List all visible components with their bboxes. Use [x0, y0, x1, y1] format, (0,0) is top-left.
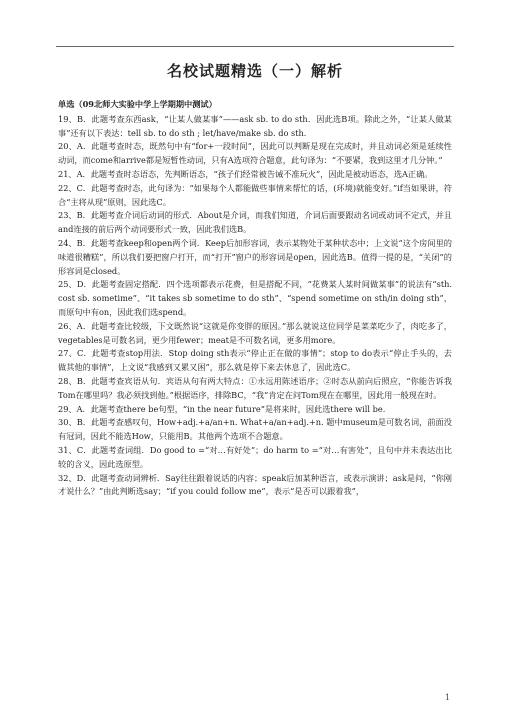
answer-item: 26、A．此题考查比较级，下文既然说“这就是你变胖的原因。”那么就说这位同学是菜菜吃少了，肉吃多了，vegetables是可数名词，更少用fewer；meat是不可数名词，更多用more。 [58, 320, 452, 345]
answer-item: 29、A．此题考查there be句型，“in the near future”是将来时，因此选there will be. [58, 403, 386, 414]
answer-item: 32、D．此题考查动词辨析．Say往往跟着说话的内容；speak后加某种语言，或表示演讲；ask是问，“你刚才说什么？”由此判断选say；“if you could follow me”，表示“是否可以跟着我”， [58, 472, 452, 497]
page-title: 名校试题精选（一）解析 [166, 62, 343, 80]
section-heading: 单选（09北师大实验中学上学期期中测试） [58, 99, 217, 109]
answer-content [58, 98, 452, 499]
header-rule [56, 46, 454, 47]
answer-item: 27、C．此题考查stop用法．Stop doing sth表示“停止正在做的事情”；stop to do表示“停止手头的，去做其他的事情”，上文说“我感到又累又困”，那么就是停下来去休息了，因此选C。 [58, 348, 452, 373]
answer-item: 24、B．此题考查keep和open两个词．Keep后加形容词，表示某物处于某种状态中；上文说“这个房间里的味道很糟糕”，所以我们要把窗户打开，而“打开”窗户的形容词是open，因此选B。值得一提的是，“关闭”的形容词是closed。 [58, 237, 452, 276]
answer-item: 25、D．此题考查固定搭配．四个选项都表示花费，但是搭配不同，“花费某人某时间做某事”的说法有“sth. cost sb. sometime”、“it takes sb sometime to do sth”、“spend sometime on sth/in doing sth”，而原句中有on，因此我们选spend。 [58, 279, 452, 317]
answer-item: 21、A．此题考查时态语态，先判断语态，“孩子们经常被告诫不准玩火”，因此是被动语态，选A正确。 [58, 168, 433, 179]
answer-item: 31、C．此题考查词组．Do good to =“对…有好处”；do harm to =“对…有害处”，且句中并未表达出比较的含义，因此选原型。 [58, 444, 452, 469]
answer-item: 30、B．此题考查感叹句，How+adj.+a/an+n. What+a/an+adj.+n. 题中museum是可数名词，前面没有冠词，因此不能选How，只能用B。其他两个选项不合题意。 [58, 417, 452, 442]
answer-item: 22、C．此题考查时态，此句译为：“如果每个人都能做些事情来帮忙的话，(环境)就能变好。”if当如果讲，符合“主将从现”原则，因此选C。 [58, 182, 452, 207]
page-number: 1 [444, 693, 450, 702]
answer-item: 23、B．此题考查介词后动词的形式．About是介词，而我们知道，介词后面要跟动名词或动词不定式，并且and连接的前后两个动词要形式一致，因此我们选B。 [58, 210, 452, 235]
answer-item: 19、B．此题考查东西ask，“让某人做某事”——ask sb. to do sth．因此选B项。除此之外，“让某人做某事”还有以下表达：tell sb. to do sth ; let/have/make sb. do sth. [58, 113, 452, 138]
answer-item: 28、B．此题考查宾语从句．宾语从句有两大特点：①永远用陈述语序；②时态从前向后照应，“你能告诉我Tom在哪里吗？我必须找到他。”根据语序，排除BC，“我”肯定在问Tom现在在哪里，因此用一般现在时。 [58, 375, 452, 400]
answer-item: 20、A．此题考查时态，既然句中有“for+一段时间”，因此可以判断是现在完成时，并且动词必须是延续性动词，而come和arrive都是短暂性动词，只有A选项符合题意，此句译为：“不要紧，我到这里才几分钟。” [58, 141, 452, 166]
